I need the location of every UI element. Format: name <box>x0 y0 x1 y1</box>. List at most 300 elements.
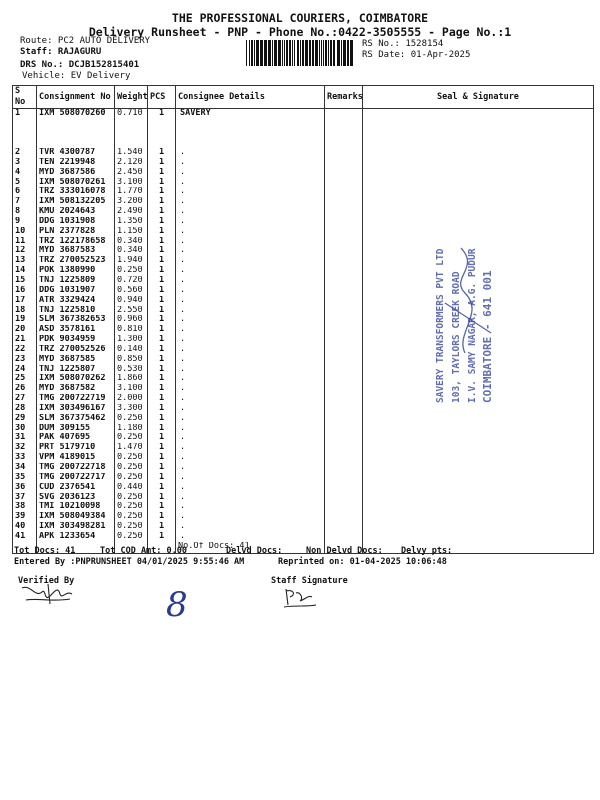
cell-sno: 3 <box>13 158 37 168</box>
cell-pcs: 1 <box>148 433 176 443</box>
cell-sno: 32 <box>13 443 37 453</box>
cell-pcs: 1 <box>148 197 176 207</box>
cell-pcs: 1 <box>148 384 176 394</box>
table-row <box>13 158 594 168</box>
barcode-bar <box>264 40 267 66</box>
barcode-bar <box>284 40 285 66</box>
cell-remarks <box>325 335 363 345</box>
cell-consignee: . <box>176 522 325 532</box>
footer-cell-consignee: No.Of Docs: 41 <box>176 542 325 554</box>
cell-consignee: . <box>176 443 325 453</box>
barcode-bar <box>323 40 324 66</box>
cell-weight: 0.250 <box>115 473 148 483</box>
cell-consignment: TMG 200722717 <box>37 473 115 483</box>
cell-consignee: . <box>176 227 325 237</box>
cell-pcs: 1 <box>148 522 176 532</box>
cell-weight: 1.300 <box>115 335 148 345</box>
cell-consignee: . <box>176 473 325 483</box>
cell-remarks <box>325 522 363 532</box>
cell-sno: 16 <box>13 286 37 296</box>
barcode-bar <box>256 40 259 66</box>
cell-consignment: DDG 1031907 <box>37 286 115 296</box>
cell-weight: 1.150 <box>115 227 148 237</box>
cell-weight: 0.250 <box>115 433 148 443</box>
cell-consignment: IXM 303496167 <box>37 404 115 414</box>
cell-remarks <box>325 227 363 237</box>
cell-consignee: . <box>176 483 325 493</box>
verified-by-label: Verified By <box>18 576 75 586</box>
cell-consignee: . <box>176 512 325 522</box>
barcode-bar <box>268 40 271 66</box>
cell-remarks <box>325 483 363 493</box>
cell-consignee: . <box>176 384 325 394</box>
cell-remarks <box>325 237 363 247</box>
cell-remarks <box>325 532 363 542</box>
cell-pcs: 1 <box>148 325 176 335</box>
cell-pcs: 1 <box>148 207 176 217</box>
cell-consignee: . <box>176 276 325 286</box>
stamp-line: 103, TAYLORS CREEK ROAD <box>451 271 462 403</box>
cell-pcs: 1 <box>148 493 176 503</box>
cell-weight: 0.530 <box>115 365 148 375</box>
cell-weight: 3.100 <box>115 178 148 188</box>
cell-seal <box>363 532 594 542</box>
cell-sno: 10 <box>13 227 37 237</box>
table-row <box>13 483 594 493</box>
cell-consignment: MYD 3687586 <box>37 168 115 178</box>
table-row <box>13 414 594 424</box>
cell-consignment: TNJ 1225807 <box>37 365 115 375</box>
total-docs: Tot Docs: 41 <box>14 546 76 556</box>
route-label: Route: PC2 AUTO DELIVERY <box>20 36 151 46</box>
barcode-bar <box>294 40 295 66</box>
cell-sno: 6 <box>13 187 37 197</box>
cell-consignment: KMU 2024643 <box>37 207 115 217</box>
cell-sno: 29 <box>13 414 37 424</box>
cell-sno: 8 <box>13 207 37 217</box>
barcode-bar <box>249 40 250 66</box>
cell-sno: 39 <box>13 512 37 522</box>
cell-remarks <box>325 355 363 365</box>
cell-pcs: 1 <box>148 414 176 424</box>
cell-weight: 0.250 <box>115 502 148 512</box>
cell-consignee: SAVERY <box>176 109 325 149</box>
cell-weight: 0.250 <box>115 493 148 503</box>
rs-number: RS No.: 1528154 <box>362 39 444 49</box>
cell-consignment: PLN 2377828 <box>37 227 115 237</box>
entered-by: Entered By :PNPRUNSHEET 04/01/2025 9:55:46 AM <box>14 557 245 567</box>
cell-seal <box>363 433 594 443</box>
cell-weight: 2.450 <box>115 168 148 178</box>
cell-consignee: . <box>176 256 325 266</box>
barcode-bar <box>337 40 340 66</box>
cell-consignment: PDK 9034959 <box>37 335 115 345</box>
table-row <box>13 522 594 532</box>
cell-weight: 2.550 <box>115 306 148 316</box>
barcode-bar <box>289 40 291 66</box>
cell-weight: 2.120 <box>115 158 148 168</box>
barcode-bar <box>254 40 255 66</box>
cell-remarks <box>325 443 363 453</box>
cell-consignee: . <box>176 374 325 384</box>
barcode-bar <box>286 40 288 66</box>
cell-remarks <box>325 286 363 296</box>
cell-consignment: SLM 367375462 <box>37 414 115 424</box>
cell-consignment: MYD 3687585 <box>37 355 115 365</box>
cell-sno: 12 <box>13 246 37 256</box>
cell-remarks <box>325 325 363 335</box>
drs-number: DRS No.: DCJB152815401 <box>20 60 140 70</box>
cell-remarks <box>325 178 363 188</box>
barcode-bar <box>274 40 277 66</box>
cell-weight: 3.300 <box>115 404 148 414</box>
cell-remarks <box>325 306 363 316</box>
cell-consignment: DDG 1031908 <box>37 217 115 227</box>
cell-consignment: TVR 4300787 <box>37 148 115 158</box>
cell-consignee: . <box>176 532 325 542</box>
cell-sno: 24 <box>13 365 37 375</box>
cell-weight: 1.540 <box>115 148 148 158</box>
cell-sno: 28 <box>13 404 37 414</box>
cell-remarks <box>325 148 363 158</box>
cell-sno: 7 <box>13 197 37 207</box>
cell-remarks <box>325 256 363 266</box>
cell-sno: 27 <box>13 394 37 404</box>
table-row <box>13 207 594 217</box>
cell-consignment: ATR 3329424 <box>37 296 115 306</box>
cell-weight: 0.560 <box>115 286 148 296</box>
cell-sno: 19 <box>13 315 37 325</box>
barcode-bar <box>328 40 329 66</box>
cell-sno: 38 <box>13 502 37 512</box>
cell-sno: 5 <box>13 178 37 188</box>
barcode-bar <box>333 40 335 66</box>
cell-sno: 18 <box>13 306 37 316</box>
cell-remarks <box>325 276 363 286</box>
footer-cell-seal <box>363 542 594 554</box>
barcode-bar <box>325 40 327 66</box>
cell-seal <box>363 207 594 217</box>
cell-weight: 1.860 <box>115 374 148 384</box>
barcode-bar <box>305 40 308 66</box>
staff-signature-label: Staff Signature <box>271 576 348 586</box>
cell-consignee: . <box>176 286 325 296</box>
cell-weight: 0.340 <box>115 246 148 256</box>
cell-weight: 0.960 <box>115 315 148 325</box>
cell-consignment: TRZ 122178658 <box>37 237 115 247</box>
stamp-line: SAVERY TRANSFORMERS PVT LTD <box>435 248 446 403</box>
cell-pcs: 1 <box>148 473 176 483</box>
cell-sno: 33 <box>13 453 37 463</box>
cell-remarks <box>325 197 363 207</box>
cell-consignment: ASD 3578161 <box>37 325 115 335</box>
cell-consignee: . <box>176 197 325 207</box>
cell-pcs: 1 <box>148 315 176 325</box>
barcode-bar <box>282 40 283 66</box>
cell-seal <box>363 453 594 463</box>
cell-weight: 0.250 <box>115 463 148 473</box>
cell-weight: 0.850 <box>115 355 148 365</box>
cell-consignee: . <box>176 325 325 335</box>
cell-seal <box>363 217 594 227</box>
table-row <box>13 187 594 197</box>
cell-weight: 0.340 <box>115 237 148 247</box>
cell-weight: 2.490 <box>115 207 148 217</box>
company-stamp <box>430 228 540 408</box>
cell-seal <box>363 168 594 178</box>
cell-consignment: TMI 10210098 <box>37 502 115 512</box>
cell-pcs: 1 <box>148 374 176 384</box>
cell-consignment: IXM 508070261 <box>37 178 115 188</box>
cell-consignee: . <box>176 502 325 512</box>
cell-consignee: . <box>176 463 325 473</box>
cell-consignment: APK 1233654 <box>37 532 115 542</box>
cell-seal <box>363 443 594 453</box>
cell-seal <box>363 502 594 512</box>
cell-remarks <box>325 266 363 276</box>
cell-remarks <box>325 187 363 197</box>
cell-seal <box>363 483 594 493</box>
cell-consignment: TNJ 1225810 <box>37 306 115 316</box>
vehicle-label: Vehicle: EV Delivery <box>22 71 131 81</box>
cell-sno: 20 <box>13 325 37 335</box>
cell-consignment: MYD 3687583 <box>37 246 115 256</box>
cell-sno: 40 <box>13 522 37 532</box>
cell-remarks <box>325 463 363 473</box>
cell-consignment: VPM 4189015 <box>37 453 115 463</box>
cell-consignment: SLM 367382653 <box>37 315 115 325</box>
cell-pcs: 1 <box>148 463 176 473</box>
cell-sno: 31 <box>13 433 37 443</box>
cell-consignee: . <box>176 424 325 434</box>
cell-weight: 2.000 <box>115 394 148 404</box>
cell-remarks <box>325 512 363 522</box>
cell-consignee: . <box>176 365 325 375</box>
cell-consignee: . <box>176 394 325 404</box>
cell-pcs: 1 <box>148 109 176 149</box>
cell-weight: 0.940 <box>115 296 148 306</box>
cell-seal <box>363 414 594 424</box>
cell-weight: 1.770 <box>115 187 148 197</box>
cell-pcs: 1 <box>148 483 176 493</box>
table-row <box>13 502 594 512</box>
cell-pcs: 1 <box>148 335 176 345</box>
barcode-bar <box>321 40 322 66</box>
cell-remarks <box>325 296 363 306</box>
table-row <box>13 493 594 503</box>
cell-seal <box>363 187 594 197</box>
cell-consignment: TEN 2219948 <box>37 158 115 168</box>
barcode-bar <box>297 40 299 66</box>
barcode-bar <box>292 40 293 66</box>
cell-consignee: . <box>176 187 325 197</box>
cell-weight: 0.250 <box>115 266 148 276</box>
cell-sno: 2 <box>13 148 37 158</box>
cell-weight: 0.250 <box>115 453 148 463</box>
cell-remarks <box>325 404 363 414</box>
cell-consignee: . <box>176 148 325 158</box>
cell-consignee: . <box>176 493 325 503</box>
cell-weight: 0.710 <box>115 109 148 149</box>
cell-consignment: IXM 508049384 <box>37 512 115 522</box>
non-delivered-docs: Non Delvd Docs: <box>306 546 383 556</box>
cell-remarks <box>325 433 363 443</box>
cell-sno: 1 <box>13 109 37 149</box>
cell-consignment: DUM 309155 <box>37 424 115 434</box>
cell-pcs: 1 <box>148 246 176 256</box>
table-header-row <box>13 86 594 109</box>
cell-consignee: . <box>176 207 325 217</box>
cell-remarks <box>325 502 363 512</box>
cell-remarks <box>325 109 363 149</box>
cell-seal <box>363 197 594 207</box>
cell-pcs: 1 <box>148 365 176 375</box>
cell-seal <box>363 522 594 532</box>
table-row <box>13 463 594 473</box>
cell-consignment: PAK 407695 <box>37 433 115 443</box>
cell-sno: 25 <box>13 374 37 384</box>
stamp-line: COIMBATORE - 641 001 <box>481 270 494 403</box>
cell-pcs: 1 <box>148 424 176 434</box>
cell-pcs: 1 <box>148 286 176 296</box>
col-header-consignee: Consignee Details <box>176 86 325 109</box>
cell-weight: 0.250 <box>115 532 148 542</box>
cell-sno: 11 <box>13 237 37 247</box>
cell-pcs: 1 <box>148 355 176 365</box>
barcode-bar <box>350 40 353 66</box>
cell-weight: 3.100 <box>115 384 148 394</box>
cell-remarks <box>325 217 363 227</box>
cell-consignee: . <box>176 266 325 276</box>
cell-sno: 17 <box>13 296 37 306</box>
barcode-bar <box>272 40 273 66</box>
cell-weight: 0.250 <box>115 414 148 424</box>
barcode-bar <box>309 40 311 66</box>
cell-remarks <box>325 394 363 404</box>
barcode-bar <box>312 40 314 66</box>
cell-consignee: . <box>176 453 325 463</box>
table-row <box>13 148 594 158</box>
staff-signature <box>282 585 318 609</box>
barcode-bar <box>251 40 253 66</box>
barcode-bar <box>319 40 320 66</box>
cell-consignee: . <box>176 404 325 414</box>
cell-consignee: . <box>176 414 325 424</box>
cell-remarks <box>325 168 363 178</box>
cell-remarks <box>325 345 363 355</box>
cell-pcs: 1 <box>148 187 176 197</box>
cell-weight: 1.350 <box>115 217 148 227</box>
verifier-signature <box>20 580 80 610</box>
table-row <box>13 443 594 453</box>
barcode-bar <box>300 40 301 66</box>
cell-remarks <box>325 473 363 483</box>
cell-consignment: POK 1380990 <box>37 266 115 276</box>
cell-consignee: . <box>176 355 325 365</box>
cell-consignment: SVG 2036123 <box>37 493 115 503</box>
cell-remarks <box>325 158 363 168</box>
table-row <box>13 433 594 443</box>
barcode-bar <box>302 40 304 66</box>
cell-seal <box>363 109 594 149</box>
cell-consignment: TNJ 1225809 <box>37 276 115 286</box>
cell-pcs: 1 <box>148 178 176 188</box>
table-row <box>13 453 594 463</box>
cell-sno: 15 <box>13 276 37 286</box>
cell-consignee: . <box>176 168 325 178</box>
cell-sno: 21 <box>13 335 37 345</box>
cell-consignee: . <box>176 217 325 227</box>
cell-weight: 0.720 <box>115 276 148 286</box>
table-row <box>13 512 594 522</box>
cell-pcs: 1 <box>148 148 176 158</box>
table-row <box>13 217 594 227</box>
cell-pcs: 1 <box>148 168 176 178</box>
cell-pcs: 1 <box>148 453 176 463</box>
cell-remarks <box>325 493 363 503</box>
cell-weight: 1.940 <box>115 256 148 266</box>
cell-seal <box>363 178 594 188</box>
table-row <box>13 109 594 149</box>
table-row <box>13 424 594 434</box>
table-row <box>13 473 594 483</box>
cell-weight: 0.440 <box>115 483 148 493</box>
cell-remarks <box>325 365 363 375</box>
cell-consignee: . <box>176 335 325 345</box>
col-header-weight: Weight <box>115 86 148 109</box>
cell-sno: 26 <box>13 384 37 394</box>
cell-consignment: IXM 303498281 <box>37 522 115 532</box>
cell-weight: 0.140 <box>115 345 148 355</box>
handwritten-mark <box>160 582 190 622</box>
barcode-bar <box>347 40 349 66</box>
barcode-bar <box>341 40 342 66</box>
cell-remarks <box>325 424 363 434</box>
cell-consignee: . <box>176 433 325 443</box>
cell-remarks <box>325 315 363 325</box>
cell-consignment: CUD 2376541 <box>37 483 115 493</box>
reprinted-on: Reprinted on: 01-04-2025 10:06:48 <box>278 557 447 567</box>
cell-consignee: . <box>176 296 325 306</box>
cell-remarks <box>325 374 363 384</box>
table-row <box>13 178 594 188</box>
cell-pcs: 1 <box>148 158 176 168</box>
cell-sno: 36 <box>13 483 37 493</box>
cell-pcs: 1 <box>148 266 176 276</box>
staff-label: Staff: RAJAGURU <box>20 47 102 57</box>
cell-remarks <box>325 453 363 463</box>
barcode-bar <box>260 40 263 66</box>
cell-pcs: 1 <box>148 306 176 316</box>
cell-seal <box>363 493 594 503</box>
cell-pcs: 1 <box>148 217 176 227</box>
cell-weight: 0.250 <box>115 512 148 522</box>
cell-consignee: . <box>176 345 325 355</box>
cell-consignment: MYD 3687582 <box>37 384 115 394</box>
rs-date: RS Date: 01-Apr-2025 <box>362 50 471 60</box>
cell-consignee: . <box>176 158 325 168</box>
cell-sno: 34 <box>13 463 37 473</box>
cell-sno: 23 <box>13 355 37 365</box>
col-header-pcs: PCS <box>148 86 176 109</box>
col-header-consignment: Consignment No <box>37 86 115 109</box>
cell-pcs: 1 <box>148 502 176 512</box>
cell-pcs: 1 <box>148 404 176 414</box>
cell-consignment: IXM 508132205 <box>37 197 115 207</box>
cell-pcs: 1 <box>148 296 176 306</box>
cell-consignment: TRZ 333016078 <box>37 187 115 197</box>
cell-remarks <box>325 384 363 394</box>
